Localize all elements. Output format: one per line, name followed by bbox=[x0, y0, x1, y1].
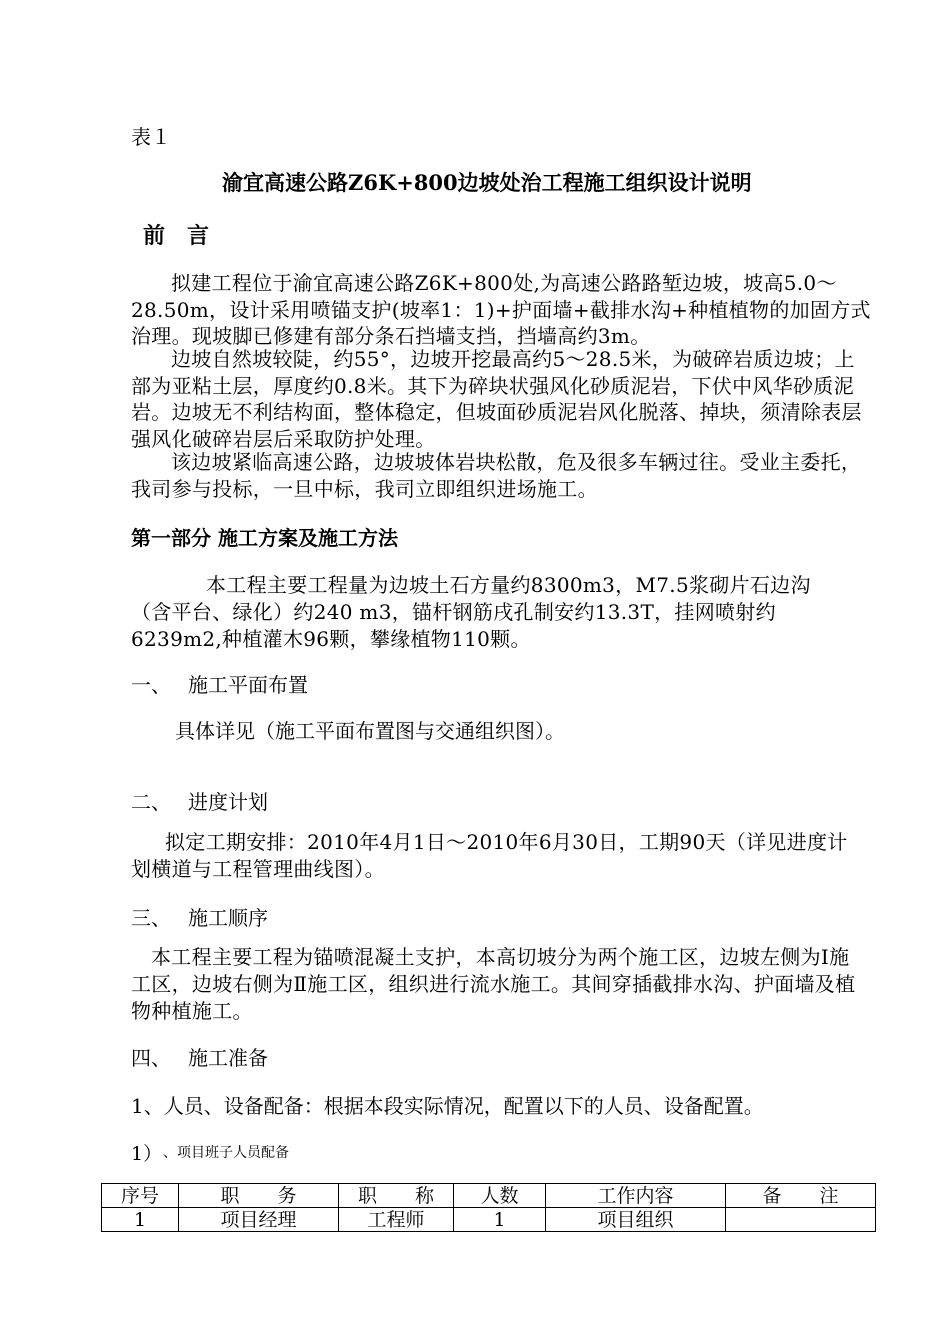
table-header-row bbox=[102, 1184, 876, 1208]
part1-intro: 本工程主要工程量为边坡土石方量约8300m3，M7.5浆砌片石边沟（含平台、绿化）约240 m3，锚杆钢筋戌孔制安约13.3T，挂网喷射约6239m2,种植灌木96颗，攀缘植物110颗。 bbox=[131, 573, 811, 651]
header-cell: 职 称 bbox=[339, 1184, 454, 1208]
preface-paragraph-1: 拟建工程位于渝宜高速公路Z6K+800处,为高速公路路堑边坡，坡高5.0～28.50m，设计采用喷锚支护(坡率1：1)+护面墙+截排水沟+种植植物的加固方式治理。现坡脚已修建有部分条石挡墙支挡，挡墙高约3m。 bbox=[131, 271, 871, 348]
part1-heading: 第一部分 施工方案及施工方法 bbox=[131, 526, 398, 550]
preface-paragraph-2: 边坡自然坡较陡，约55°，边坡开挖最高约5～28.5米，为破碎岩质边坡；上部为亚粘土层，厚度约0.8米。其下为碎块状强风化砂质泥岩，下伏中风华砂质泥岩。边坡无不利结构面，整体稳定，但坡面砂质泥岩风化脱落、掉块，须清除表层强风化破碎岩层后采取防护处理。 bbox=[131, 347, 862, 451]
section4-title: 施工准备 bbox=[188, 1046, 268, 1070]
table-cell bbox=[726, 1208, 876, 1232]
section1-number: 一、 bbox=[131, 673, 171, 697]
section2-title: 进度计划 bbox=[188, 790, 268, 814]
table-cell: 项目经理 bbox=[179, 1208, 339, 1232]
table-cell: 1 bbox=[102, 1208, 179, 1232]
header-cell: 备 注 bbox=[726, 1184, 876, 1208]
section3-number: 三、 bbox=[131, 906, 171, 930]
header-cell: 人数 bbox=[454, 1184, 546, 1208]
section2-text: 拟定工期安排：2010年4月1日～2010年6月30日，工期90天（详见进度计划横道与工程管理曲线图）。 bbox=[131, 830, 848, 881]
section4-number: 四、 bbox=[131, 1046, 171, 1070]
table-cell: 项目组织 bbox=[546, 1208, 726, 1232]
table-row bbox=[102, 1208, 876, 1232]
section1-title: 施工平面布置 bbox=[188, 673, 308, 697]
preface-paragraph-3: 该边坡紧临高速公路，边坡坡体岩块松散，危及很多车辆过往。受业主委托，我司参与投标，一旦中标，我司立即组织进场施工。 bbox=[131, 450, 862, 501]
subsection-1-text: 、项目班子人员配备 bbox=[163, 1145, 289, 1161]
section3-title: 施工顺序 bbox=[188, 906, 268, 930]
section4-item-1: 1、人员、设备配备：根据本段实际情况，配置以下的人员、设备配置。 bbox=[131, 1094, 764, 1118]
header-cell: 工作内容 bbox=[546, 1184, 726, 1208]
subsection-1-number: 1） bbox=[131, 1143, 163, 1165]
table-label: 表１ bbox=[131, 125, 171, 149]
document-title: 渝宜高速公路Z6K+800边坡处治工程施工组织设计说明 bbox=[222, 170, 752, 195]
table-cell: 1 bbox=[454, 1208, 546, 1232]
section3-text: 本工程主要工程为锚喷混凝土支护，本高切坡分为两个施工区，边坡左侧为Ⅰ施工区，边坡右侧为Ⅱ施工区，组织进行流水施工。其间穿插截排水沟、护面墙及植物种植施工。 bbox=[131, 945, 856, 1023]
header-cell: 序号 bbox=[102, 1184, 179, 1208]
table-cell: 工程师 bbox=[339, 1208, 454, 1232]
section1-text: 具体详见（施工平面布置图与交通组织图）。 bbox=[175, 719, 565, 743]
staff-table bbox=[101, 1183, 876, 1232]
section2-number: 二、 bbox=[131, 790, 171, 814]
preface-heading: 前 言 bbox=[143, 223, 210, 249]
header-cell: 职 务 bbox=[179, 1184, 339, 1208]
